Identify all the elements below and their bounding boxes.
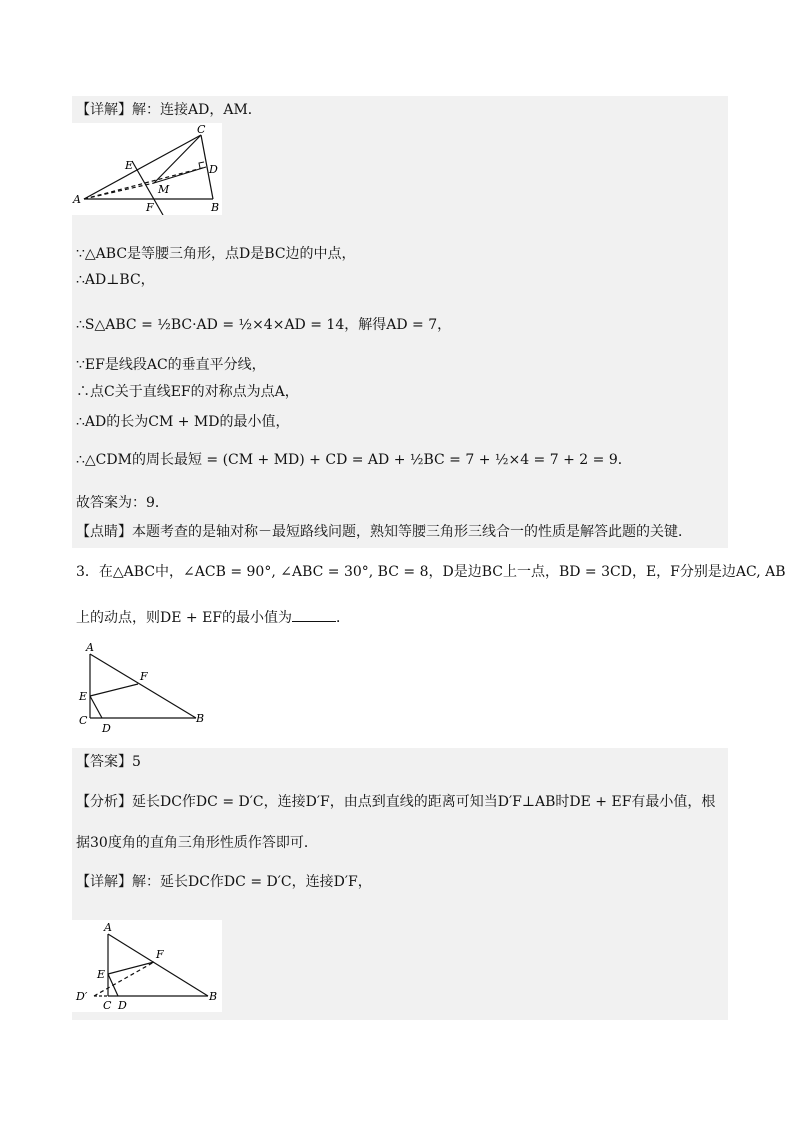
solution-line-4: ∵EF是线段AC的垂直平分线， (76, 357, 266, 373)
solution-line-3: ∴S△ABC = ½BC·AD = ½×4×AD = 14，解得AD = 7， (76, 317, 452, 333)
answer-line: 【答案】5 (76, 754, 141, 770)
solution-line-7: ∴△CDM的周长最短 = (CM + MD) + CD = AD + ½BC = 7 + ½×4 = 7 + 2 = 9． (76, 452, 632, 468)
fig3-label-A: A (104, 921, 112, 934)
fig1-label-F: F (146, 201, 154, 214)
fig2-label-F: F (140, 670, 148, 683)
figure-2-svg (76, 640, 210, 736)
detail-line-2: 【详解】解：延长DC作DC = D′C，连接D′F， (76, 874, 372, 890)
question-3-line-2 (76, 607, 350, 628)
fig1-label-A: A (73, 193, 81, 206)
figure-1-svg (72, 123, 222, 215)
fig3-label-B: B (209, 990, 218, 1003)
fig3-label-Dprime: D′ (76, 990, 88, 1003)
detail-line: 【详解】解：连接AD，AM． (76, 102, 262, 118)
solution-line-2: ∴AD⊥BC， (76, 272, 155, 288)
fig2-label-A: A (86, 641, 94, 654)
fig2-label-C: C (79, 714, 88, 727)
solution-line-1: ∵△ABC是等腰三角形，点D是BC边的中点， (76, 246, 356, 262)
fig1-label-M: M (158, 183, 170, 196)
question-3-end: ． (336, 610, 351, 626)
fig3-label-F: F (156, 948, 164, 961)
fig3-label-D: D (118, 999, 127, 1012)
question-3-line-1: 3．在△ABC中，∠ACB = 90°, ∠ABC = 30°, BC = 8，D是边BC上一点，BD = 3CD，E，F分别是边AC, AB (76, 564, 786, 580)
fig3-label-C: C (103, 999, 112, 1012)
figure-3-svg (72, 920, 222, 1012)
analysis-line-1: 【分析】延长DC作DC = D′C，连接D′F，由点到直线的距离可知当D′F⊥AB时DE + EF有最小值，根 (76, 794, 716, 810)
analysis-line-2: 据30度角的直角三角形性质作答即可． (76, 835, 318, 851)
figure-triangle-abc-1 (72, 123, 222, 215)
fig1-label-B: B (211, 201, 220, 214)
figure-triangle-abc-3 (72, 920, 222, 1012)
fig2-label-D: D (102, 722, 111, 735)
figure-triangle-abc-2 (76, 640, 210, 736)
fig1-label-D: D (209, 163, 218, 176)
fig3-label-E: E (97, 968, 106, 981)
fig1-label-C: C (197, 123, 206, 136)
answer-blank (292, 607, 336, 622)
fig2-label-B: B (196, 712, 205, 725)
fig1-label-E: E (125, 159, 134, 172)
fig2-label-E: E (79, 690, 88, 703)
solution-line-6: ∴AD的长为CM + MD的最小值， (76, 414, 290, 430)
key-point-line: 【点睛】本题考查的是轴对称－最短路线问题，熟知等腰三角形三线合一的性质是解答此题的关键． (76, 524, 692, 540)
question-3-text: 上的动点，则DE + EF的最小值为 (76, 610, 293, 626)
final-answer-line: 故答案为：9． (76, 495, 169, 511)
solution-line-5: ∴点C关于直线EF的对称点为点A， (76, 384, 299, 400)
